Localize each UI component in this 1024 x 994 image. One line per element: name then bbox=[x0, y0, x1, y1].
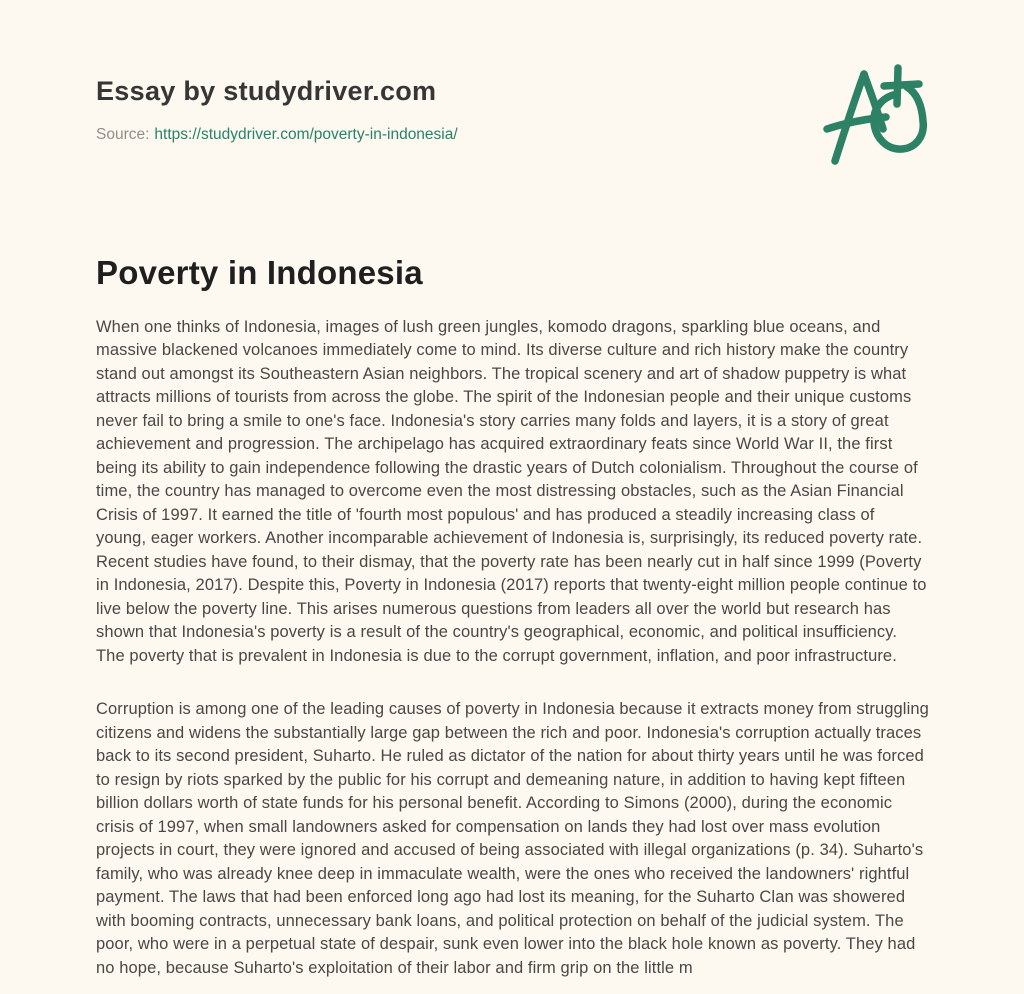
source-line bbox=[96, 127, 928, 143]
essay-paragraph-2: Corruption is among one of the leading causes of poverty in Indonesia because it extracts money from struggling citizens and widens the substantially large gap between the rich and poor. Indonesia's corruption actually traces back to its second president, Suharto. He ruled as dictator of the nation for about thirty years until he was forced to resign by riots sparked by the public for his corrupt and demeaning nature, in addition to having kept fifteen billion dollars worth of state funds for his personal benefit. According to Simons (2000), during the economic crisis of 1997, when small landowners asked for compensation on lands they had lost over mass evolution projects in court, they were ignored and accused of being associated with illegal organizations (p. 34). Suharto's family, who was already knee deep in immaculate wealth, were the ones who received the landowners' rightful payment. The laws that had been enforced long ago had lost its meaning, for the Suharto Clan was showered with booming contracts, unnecessary bank loans, and political protection on behalf of the judicial system. The poor, who were in a perpetual state of despair, sunk even lower into the black hole known as poverty. They had no hope, because Suharto's exploitation of their labor and firm grip on the little m bbox=[96, 700, 929, 977]
source-label: Source: bbox=[96, 126, 150, 143]
essay-content bbox=[96, 253, 929, 981]
source-link[interactable]: https://studydriver.com/poverty-in-indonesia/ bbox=[154, 126, 458, 143]
page-header bbox=[96, 78, 928, 143]
studydriver-a-plus-logo-icon bbox=[818, 60, 930, 170]
byline: Essay by studydriver.com bbox=[96, 76, 437, 106]
essay-paragraph-1: When one thinks of Indonesia, images of lush green jungles, komodo dragons, sparkling blue oceans, and massive blackened volcanoes immediately come to mind. Its diverse culture and rich history make the country stand out amongst its Southeastern Asian neighbors. The tropical scenery and art of shadow puppetry is what attracts millions of tourists from across the globe. The spirit of the Indonesian people and their unique customs never fail to bring a smile to one's face. Indonesia's story carries many folds and layers, it is a story of great achievement and progression. The archipelago has acquired extraordinary feats since World War II, the first being its ability to gain independence following the drastic years of Dutch colonialism. Throughout the course of time, the country has managed to overcome even the most distressing obstacles, such as the Asian Financial Crisis of 1997. It earned the title of 'fourth most populous' and has produced a steadily increasing class of young, eager workers. Another incomparable achievement of Indonesia is, surprisingly, its reduced poverty rate. Recent studies have found, to their dismay, that the poverty rate has been nearly cut in half since 1999 (Poverty in Indonesia, 2017). Despite this, Poverty in Indonesia (2017) reports that twenty-eight million people continue to live below the poverty line. This arises numerous questions from leaders all over the world but research has shown that Indonesia's poverty is a result of the country's geographical, economic, and political insufficiency. The poverty that is prevalent in Indonesia is due to the corrupt government, inflation, and poor infrastructure. bbox=[96, 317, 927, 665]
essay-title: Poverty in Indonesia bbox=[96, 253, 423, 291]
